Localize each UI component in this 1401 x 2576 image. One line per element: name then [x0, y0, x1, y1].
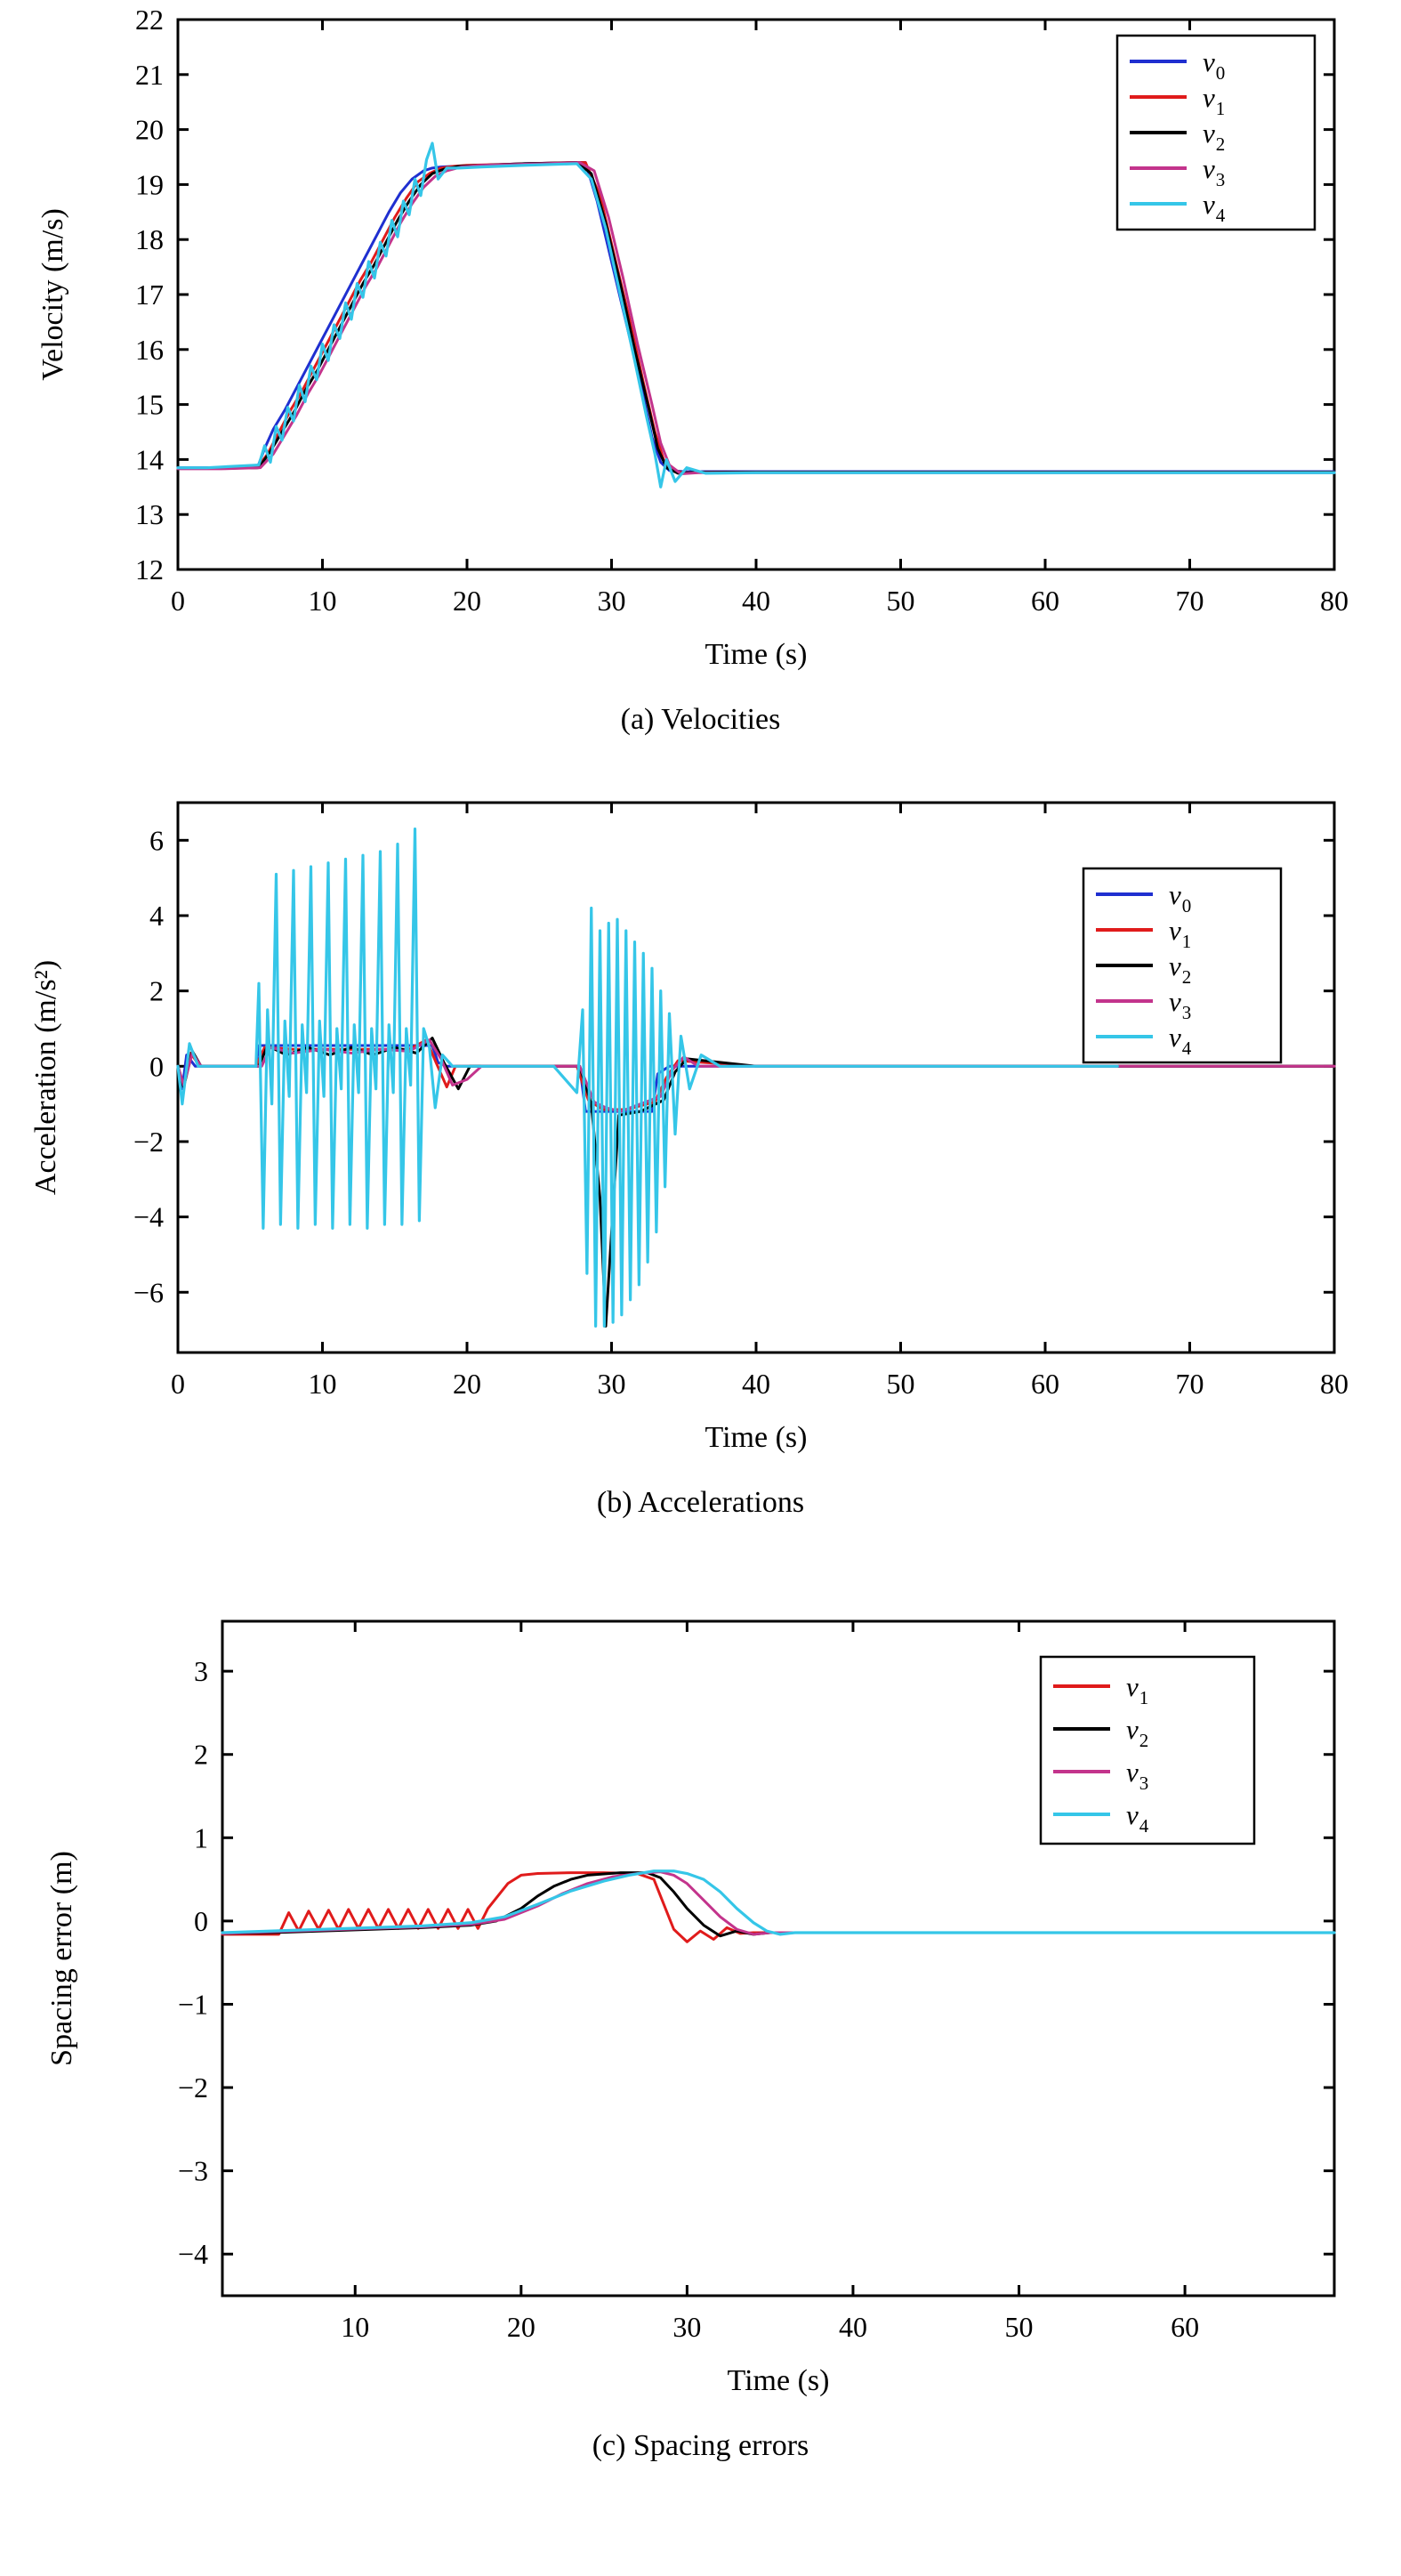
panel-b-caption: (b) Accelerations	[596, 1486, 805, 1519]
y-tick-label: −6	[133, 1276, 164, 1309]
y-tick-label: −4	[133, 1200, 164, 1233]
series-v4	[178, 829, 1117, 1327]
x-axis-label: Time (s)	[705, 638, 808, 671]
panel-spacing-errors	[0, 1602, 1401, 2491]
panel-velocities	[0, 0, 1401, 765]
y-tick-label: 21	[135, 58, 164, 91]
panel-a-caption: (a) Velocities	[620, 703, 781, 736]
x-tick-label: 20	[453, 1368, 481, 1400]
spacing-errors-chart-svg	[0, 1602, 1401, 2429]
y-axis-label: Spacing error (m)	[45, 1851, 78, 2066]
series-v3	[222, 1872, 1334, 1934]
y-tick-label: 12	[135, 553, 164, 585]
velocities-chart-svg	[0, 0, 1401, 703]
panel-accelerations	[0, 783, 1401, 1548]
y-tick-label: −1	[177, 1988, 208, 2021]
x-tick-label: 40	[742, 1368, 770, 1400]
x-axis-label: Time (s)	[727, 2364, 830, 2397]
x-tick-label: 20	[453, 585, 481, 617]
y-tick-label: 2	[194, 1738, 208, 1771]
series-v4	[222, 1871, 1334, 1934]
y-tick-label: 18	[135, 223, 164, 256]
legend-label-v3: $v_3$	[1169, 986, 1192, 1023]
legend-label-v1: $v_1$	[1169, 915, 1192, 952]
legend-label-v2: $v_2$	[1126, 1714, 1149, 1751]
panel-c-caption: (c) Spacing errors	[592, 2429, 809, 2462]
legend-label-v3: $v_3$	[1126, 1756, 1149, 1794]
x-tick-label: 0	[171, 1368, 185, 1400]
x-axis-label: Time (s)	[705, 1421, 808, 1454]
legend-label-v4: $v_4$	[1169, 1022, 1192, 1059]
legend-label-v2: $v_2$	[1169, 950, 1192, 988]
plot-velocities	[0, 0, 1401, 703]
x-tick-label: 10	[341, 2311, 370, 2343]
x-tick-label: 20	[506, 2311, 535, 2343]
y-axis-label: Acceleration (m/s²)	[29, 959, 62, 1196]
y-tick-label: 1	[194, 1821, 208, 1854]
x-tick-label: 50	[886, 1368, 915, 1400]
y-tick-label: 17	[135, 279, 164, 311]
x-tick-label: 30	[672, 2311, 702, 2343]
x-tick-label: 30	[597, 1368, 626, 1400]
x-tick-label: 40	[742, 585, 770, 617]
y-tick-label: 19	[135, 168, 164, 201]
x-tick-label: 50	[886, 585, 915, 617]
y-tick-label: −2	[177, 2071, 208, 2104]
y-tick-label: 0	[149, 1050, 164, 1083]
x-tick-label: 50	[1004, 2311, 1034, 2343]
y-tick-label: 14	[135, 443, 164, 476]
y-tick-label: −3	[177, 2154, 208, 2187]
y-tick-label: 6	[149, 824, 164, 857]
x-tick-label: 60	[1171, 2311, 1200, 2343]
y-tick-label: 0	[194, 1904, 208, 1937]
accelerations-chart-svg	[0, 783, 1401, 1486]
x-tick-label: 70	[1175, 585, 1204, 617]
x-tick-label: 40	[838, 2311, 867, 2343]
y-tick-label: 3	[194, 1655, 208, 1688]
x-tick-label: 60	[1031, 1368, 1059, 1400]
x-tick-label: 30	[597, 585, 626, 617]
x-tick-label: 80	[1320, 1368, 1349, 1400]
x-tick-label: 60	[1031, 585, 1059, 617]
x-tick-label: 0	[171, 585, 185, 617]
legend-label-v3: $v_3$	[1203, 153, 1226, 190]
legend-label-v4: $v_4$	[1126, 1799, 1149, 1837]
legend-label-v0: $v_0$	[1203, 46, 1226, 84]
x-tick-label: 70	[1175, 1368, 1204, 1400]
y-tick-label: 20	[135, 113, 164, 146]
y-tick-label: −4	[177, 2238, 208, 2271]
y-tick-label: 13	[135, 498, 164, 531]
legend-label-v1: $v_1$	[1203, 82, 1226, 119]
x-tick-label: 10	[308, 585, 337, 617]
y-tick-label: −2	[133, 1125, 164, 1158]
plot-accelerations	[0, 783, 1401, 1486]
legend-label-v0: $v_0$	[1169, 879, 1192, 917]
y-axis-label: Velocity (m/s)	[36, 208, 69, 381]
plot-spacing-errors	[0, 1602, 1401, 2429]
y-tick-label: 16	[135, 333, 164, 366]
y-tick-label: 4	[149, 899, 164, 932]
x-tick-label: 80	[1320, 585, 1349, 617]
legend-label-v2: $v_2$	[1203, 117, 1226, 155]
legend-label-v4: $v_4$	[1203, 189, 1226, 226]
legend-label-v1: $v_1$	[1126, 1671, 1149, 1708]
y-tick-label: 15	[135, 388, 164, 421]
x-tick-label: 10	[308, 1368, 337, 1400]
y-tick-label: 2	[149, 974, 164, 1007]
y-tick-label: 22	[135, 4, 164, 36]
